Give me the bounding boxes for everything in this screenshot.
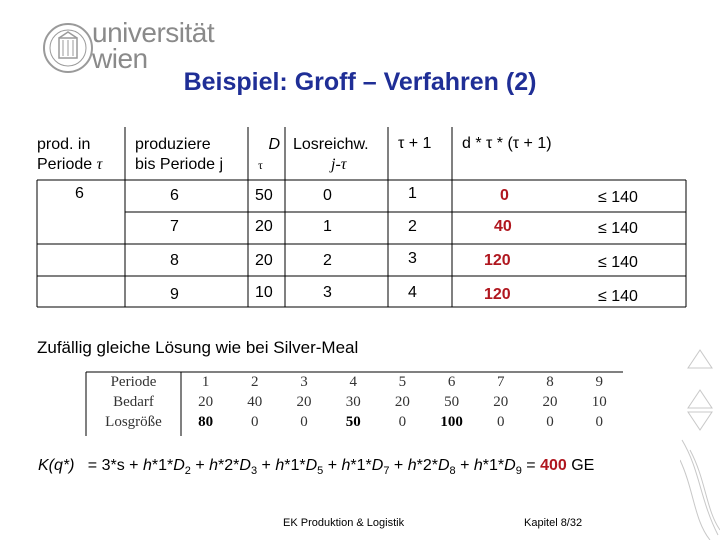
summary-cell-periode: 4: [349, 374, 357, 390]
logo-line-1: universität: [92, 17, 215, 48]
decorative-pattern-icon: [680, 340, 720, 540]
formula-term: $h*2*D_3$: [209, 457, 258, 478]
header-col2-line2: bis Periode j: [135, 156, 224, 173]
summary-cell-losgroesse: 0: [251, 414, 259, 430]
cell-tau1: 3: [408, 250, 417, 267]
summary-column: [525, 372, 574, 432]
summary-cell-losgroesse: 0: [546, 414, 554, 430]
cell-limit: ≤ 140: [598, 189, 638, 206]
summary-column: [378, 372, 427, 432]
summary-row-labels: [86, 372, 181, 432]
formula-prefix: = 3*s +: [87, 457, 143, 474]
header-col4-line1: Losreichw.: [293, 136, 369, 153]
formula-term: $h*1*D_7$: [341, 457, 390, 478]
summary-cell-losgroesse: 100: [440, 414, 463, 430]
cell-reach: 0: [323, 187, 332, 204]
summary-cell-bedarf: 50: [444, 394, 460, 410]
summary-column: [329, 372, 378, 432]
summary-column: [279, 372, 328, 432]
cell-reach: 1: [323, 218, 332, 235]
summary-cell-losgroesse: 0: [497, 414, 505, 430]
summary-label-bedarf: Bedarf: [113, 394, 154, 410]
cell-limit: ≤ 140: [598, 288, 638, 305]
summary-cell-bedarf: 40: [247, 394, 263, 410]
formula-result: 400: [540, 457, 567, 474]
summary-cell-bedarf: 20: [493, 394, 509, 410]
summary-column: [427, 372, 476, 432]
summary-cell-bedarf: 30: [345, 394, 361, 410]
cost-formula: K(q*) = $3*s + h*1*D_2 + h*2*D_3 + h*1*D_5 + h*1*D_7 + h*2*D_8 + h*1*D_9 = 400$ GE: [38, 457, 595, 478]
cell-d: 10: [255, 284, 273, 301]
cell-cost: 0: [500, 187, 509, 204]
summary-column: [575, 372, 624, 432]
summary-cell-bedarf: 20: [542, 394, 558, 410]
summary-cell-periode: 1: [201, 374, 210, 390]
cell-j: 8: [170, 252, 179, 269]
cell-d: 50: [255, 187, 273, 204]
summary-cell-losgroesse: 80: [198, 414, 214, 430]
cell-j: 6: [170, 187, 179, 204]
cell-period: 6: [75, 185, 84, 202]
summary-cell-periode: 7: [497, 374, 505, 390]
cell-tau1: 2: [408, 218, 417, 235]
summary-label-periode: Periode: [110, 374, 157, 390]
formula-lhs: K(q*): [38, 457, 75, 474]
summary-cell-losgroesse: 0: [595, 414, 603, 430]
summary-column: [181, 372, 230, 432]
header-col3-sub: τ: [258, 158, 263, 172]
summary-cell-periode: 6: [447, 374, 456, 390]
summary-label-losgroesse: Losgröße: [105, 414, 162, 430]
summary-cell-periode: 8: [546, 374, 554, 390]
header-col6: d * τ * (τ + 1): [462, 135, 552, 152]
header-col2-line1: produziere: [135, 136, 211, 153]
note-text: Zufällig gleiche Lösung wie bei Silver-Meal: [37, 338, 359, 357]
cell-cost: 40: [494, 218, 512, 235]
page-title: Beispiel: Groff – Verfahren (2): [183, 68, 537, 96]
summary-cell-periode: 3: [300, 374, 308, 390]
cell-d: 20: [255, 218, 273, 235]
formula-term: $h*1*D_2$: [142, 457, 191, 478]
summary-cell-losgroesse: 0: [398, 414, 407, 430]
summary-cell-bedarf: 20: [394, 394, 410, 410]
summary-column: [476, 372, 525, 432]
summary-cell-periode: 5: [398, 374, 407, 390]
cell-limit: ≤ 140: [598, 220, 638, 237]
header-col3-top: D: [268, 136, 280, 153]
summary-cell-losgroesse: 0: [300, 414, 308, 430]
summary-cell-bedarf: 20: [198, 394, 214, 410]
summary-cell-periode: 2: [251, 374, 259, 390]
cell-j: 7: [170, 218, 179, 235]
summary-column: [230, 372, 279, 432]
header-col1-symbol: τ: [96, 156, 103, 173]
cell-tau1: 1: [408, 185, 417, 202]
summary-cell-periode: 9: [595, 374, 603, 390]
summary-cell-losgroesse: 50: [345, 414, 361, 430]
cell-limit: ≤ 140: [598, 254, 638, 271]
footer-course: EK Produktion & Logistik: [283, 517, 405, 529]
formula-unit: GE: [571, 457, 595, 474]
cell-reach: 2: [323, 252, 332, 269]
cell-cost: 120: [484, 252, 511, 269]
footer-page: Kapitel 8/32: [524, 517, 583, 529]
header-col4-line2: j-τ: [331, 156, 347, 173]
logo-line-2: wien: [92, 43, 148, 74]
cell-tau1: 4: [408, 284, 417, 301]
header-col1-line2: Periode: [37, 156, 93, 173]
cell-d: 20: [255, 252, 273, 269]
cell-j: 9: [170, 286, 179, 303]
summary-cell-bedarf: 10: [591, 394, 607, 410]
cell-cost: 120: [484, 286, 511, 303]
formula-term: $h*2*D_8$: [407, 457, 456, 478]
formula-term: $h*1*D_5$: [275, 457, 324, 478]
cell-reach: 3: [323, 284, 332, 301]
formula-terms: $h*1*D_2 + h*2*D_3 + h*1*D_5 + h*1*D_7 + h*2*D_8 + h*1*D_9$: [142, 457, 522, 478]
header-col1-line1: prod. in: [37, 136, 91, 153]
header-col5: τ + 1: [398, 135, 432, 152]
formula-term: $h*1*D_9$: [473, 457, 522, 478]
summary-cell-bedarf: 20: [296, 394, 312, 410]
